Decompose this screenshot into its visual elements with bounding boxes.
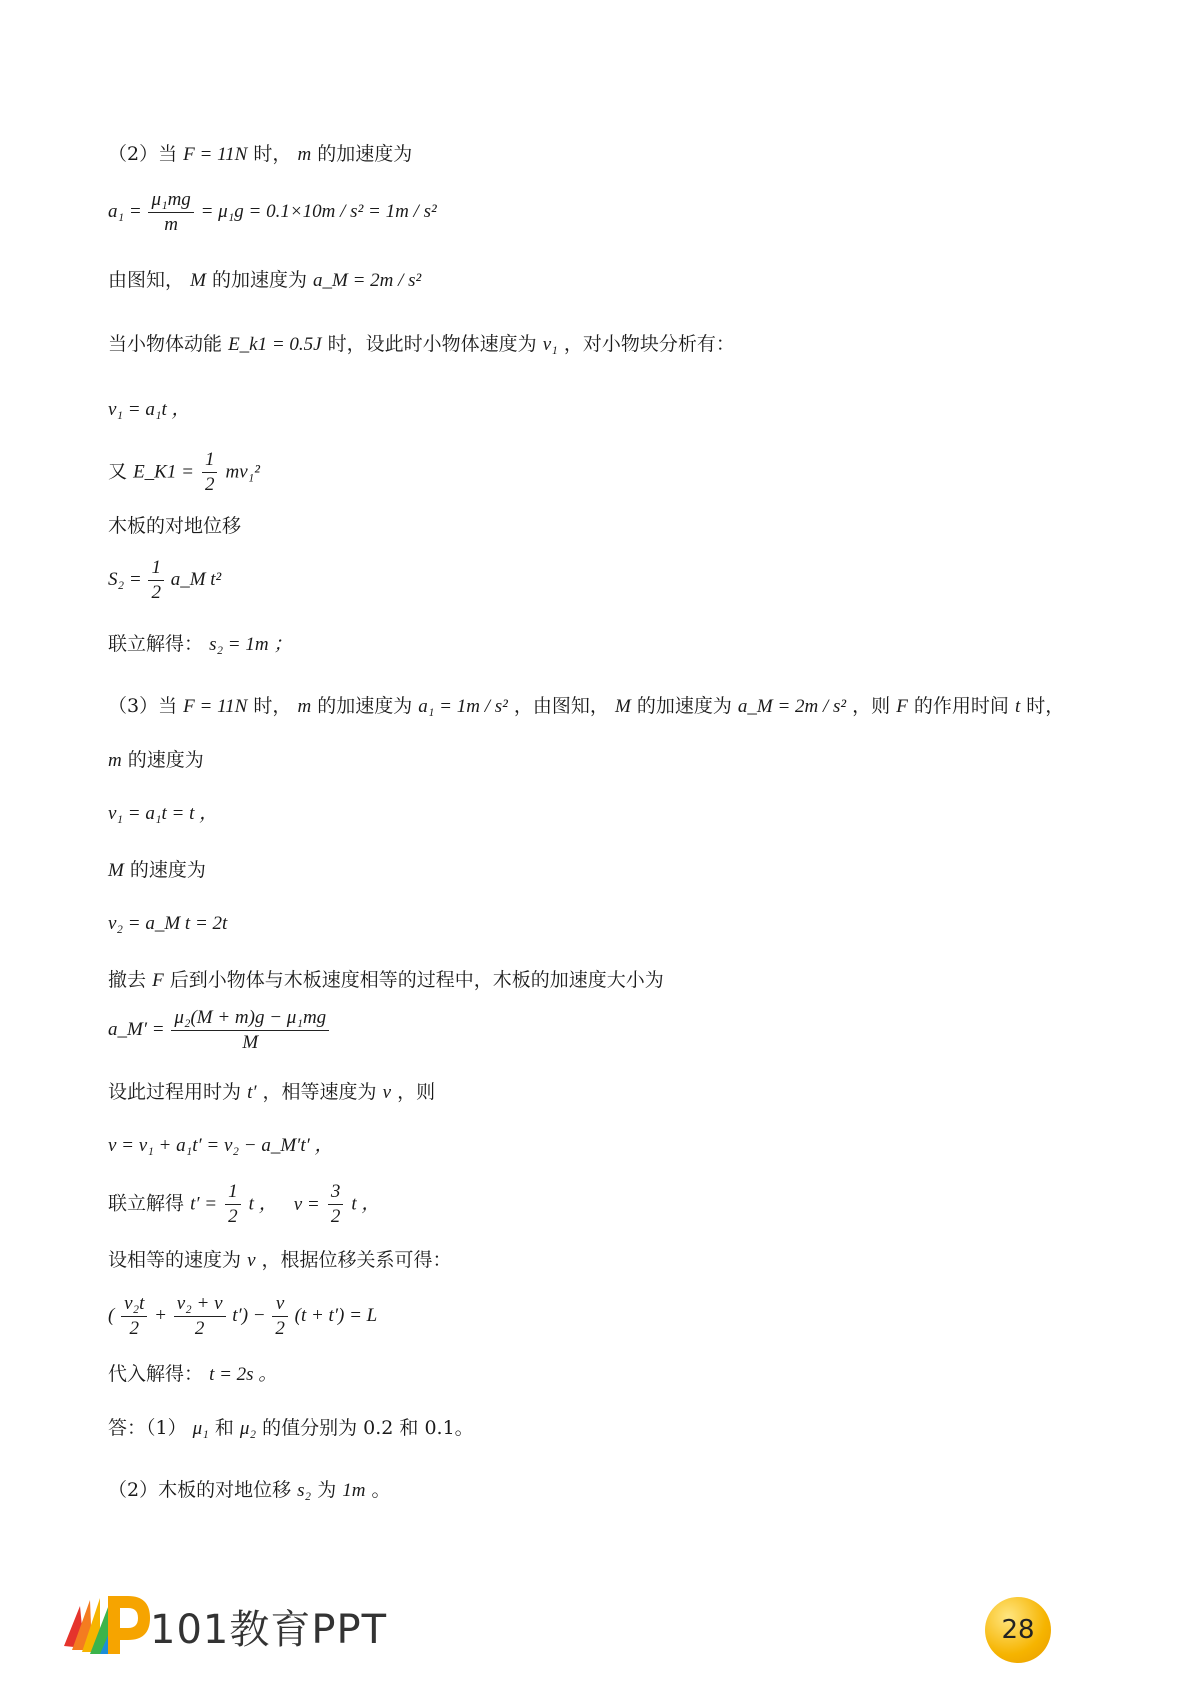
math: v₂ = a_M t = 2t <box>108 913 228 934</box>
math: a_M = 2m / s² <box>737 696 847 717</box>
math: t′ <box>247 1082 257 1103</box>
numerator: 1 <box>202 448 218 473</box>
math: a_M = 2m / s² <box>313 270 422 291</box>
numerator: v₂ + v <box>174 1292 226 1317</box>
text: ，由图知， <box>513 695 609 717</box>
math: m <box>297 696 312 717</box>
formula-v1t <box>108 800 218 828</box>
math: μ₂ <box>239 1418 257 1439</box>
line-solve-tp <box>108 1180 380 1229</box>
formula-EK1 <box>108 448 260 497</box>
numerator: μ₁mg <box>148 188 193 213</box>
text: 由图知， <box>108 269 185 291</box>
page-number: 28 <box>1001 1615 1035 1645</box>
math: μ₁ <box>192 1418 209 1439</box>
math: = μ₁g = 0.1×10m / s² = 1m / s² <box>200 200 437 222</box>
text: 的值分别为 0.2 和 0.1。 <box>262 1417 474 1439</box>
text: 为 <box>317 1479 337 1501</box>
math: E_K1 = <box>133 461 194 483</box>
numerator: 1 <box>225 1180 241 1205</box>
text: ，则 <box>852 695 891 717</box>
denominator: 2 <box>204 474 215 495</box>
text: ，则 <box>397 1081 436 1103</box>
denominator: 2 <box>330 1206 341 1227</box>
fraction <box>121 1292 147 1341</box>
fraction <box>148 188 193 237</box>
math: 1m <box>342 1480 366 1501</box>
text: 的速度为 <box>129 859 206 881</box>
formula-a1 <box>108 188 437 237</box>
math: v <box>247 1250 256 1271</box>
math: m <box>108 750 122 771</box>
line-part2-intro <box>108 140 412 169</box>
formula-displacement <box>108 1292 377 1341</box>
formula-v2t <box>108 910 227 938</box>
math: S₂ = <box>108 568 142 590</box>
numerator: 1 <box>148 556 164 581</box>
math: a_M t² <box>170 568 222 590</box>
text: 联立解得 <box>108 1192 185 1215</box>
math: v₁ = a₁t ， <box>108 399 191 420</box>
formula-aMprime <box>108 1006 331 1055</box>
text: ，相等速度为 <box>262 1081 377 1103</box>
page-number-badge <box>985 1597 1051 1663</box>
math: t′) − <box>232 1304 266 1326</box>
fraction <box>174 1292 226 1341</box>
answer-part1 <box>108 1414 474 1443</box>
text: （2）木板的对地位移 <box>108 1479 292 1501</box>
text: 的加速度为 <box>317 143 413 165</box>
math: + <box>154 1304 167 1326</box>
brand-name: 101教育PPT <box>150 1607 388 1653</box>
text: ，对小物块分析有： <box>563 333 735 355</box>
math: s₂ = 1m ； <box>209 634 293 655</box>
math: t ， <box>351 1193 381 1215</box>
math: t ， <box>248 1193 278 1215</box>
denominator: 2 <box>275 1318 285 1339</box>
denominator: 2 <box>151 582 161 603</box>
text: 设相等的速度为 <box>108 1249 242 1271</box>
math: M <box>108 860 124 881</box>
math: F <box>152 970 164 991</box>
math: a₁ = <box>108 200 142 222</box>
text: 联立解得： <box>108 633 204 655</box>
math: a₁ = 1m / s² <box>418 696 508 717</box>
math: E_k1 = 0.5J <box>228 334 322 355</box>
text: 又 <box>108 460 128 483</box>
denominator: m <box>164 214 178 235</box>
line-displacement-relation <box>108 1246 452 1275</box>
text: 的加速度为 <box>317 695 413 717</box>
denominator: 2 <box>129 1318 139 1339</box>
fraction <box>272 1292 288 1341</box>
text: 的作用时间 <box>913 695 1009 717</box>
text: 和 <box>214 1417 234 1439</box>
denominator: M <box>242 1032 259 1053</box>
math: v = v₁ + a₁t′ = v₂ − a_M′t′ ， <box>108 1135 334 1156</box>
math: F <box>896 696 908 717</box>
text: 撤去 <box>108 969 147 991</box>
math: ( <box>108 1304 115 1326</box>
fraction <box>328 1180 344 1229</box>
numerator: 3 <box>328 1180 344 1205</box>
numerator: v₂t <box>121 1292 147 1317</box>
line-aM <box>108 266 421 295</box>
line-M-velocity <box>108 856 206 885</box>
text: 代入解得： <box>108 1363 204 1385</box>
formula-S2 <box>108 556 221 605</box>
text: 。 <box>371 1479 391 1501</box>
text: 时， <box>253 695 292 717</box>
math: a_M′ = <box>108 1018 165 1040</box>
line-m-velocity <box>108 746 204 775</box>
math: t′ = <box>190 1193 218 1215</box>
line-solve-t <box>108 1360 277 1389</box>
text: 后到小物体与木板速度相等的过程中，木板的加速度大小为 <box>169 969 664 991</box>
formula-v-equal <box>108 1132 334 1160</box>
line-remove-F <box>108 966 664 995</box>
denominator: 2 <box>228 1206 238 1227</box>
text: 设此过程用时为 <box>108 1081 242 1103</box>
text: 时，设此时小物体速度为 <box>327 333 537 355</box>
text: 答：（1） <box>108 1417 187 1439</box>
text: （3）当 <box>108 695 178 717</box>
line-solve-s2 <box>108 630 292 659</box>
text: 时， <box>253 143 292 165</box>
math: t = 2s 。 <box>209 1364 278 1385</box>
math: v = <box>293 1193 320 1215</box>
text: 的加速度为 <box>211 269 307 291</box>
line-set-time <box>108 1078 435 1107</box>
math: v <box>382 1082 392 1103</box>
math: (t + t′) = L <box>294 1304 378 1326</box>
fraction <box>225 1180 241 1229</box>
line-part3-intro <box>108 692 1064 721</box>
text: （2）当 <box>108 143 178 165</box>
line-kinetic-energy <box>108 330 735 359</box>
math: mv₁² <box>225 461 260 483</box>
math: M <box>190 270 206 291</box>
fraction <box>171 1006 329 1055</box>
math: v₁ = a₁t = t ， <box>108 803 219 824</box>
numerator: v <box>272 1292 288 1317</box>
text: 木板的对地位移 <box>108 515 242 537</box>
numerator: μ₂(M + m)g − μ₁mg <box>171 1006 329 1031</box>
math: F = 11N <box>183 696 248 717</box>
text: 当小物体动能 <box>108 333 223 355</box>
math: v₁ <box>542 334 558 355</box>
fraction <box>202 448 218 497</box>
answer-part2 <box>108 1476 391 1505</box>
text: 的速度为 <box>127 749 204 771</box>
math: t <box>1014 696 1021 717</box>
line-displacement <box>108 512 241 540</box>
denominator: 2 <box>194 1318 205 1339</box>
math: F = 11N <box>183 144 248 165</box>
text: ，根据位移关系可得： <box>261 1249 452 1271</box>
text: 时， <box>1026 695 1065 717</box>
math: s₂ <box>297 1480 312 1501</box>
math: m <box>297 144 312 165</box>
formula-v1 <box>108 396 191 424</box>
fraction <box>148 556 164 605</box>
math: M <box>614 696 631 717</box>
text: 的加速度为 <box>636 695 732 717</box>
